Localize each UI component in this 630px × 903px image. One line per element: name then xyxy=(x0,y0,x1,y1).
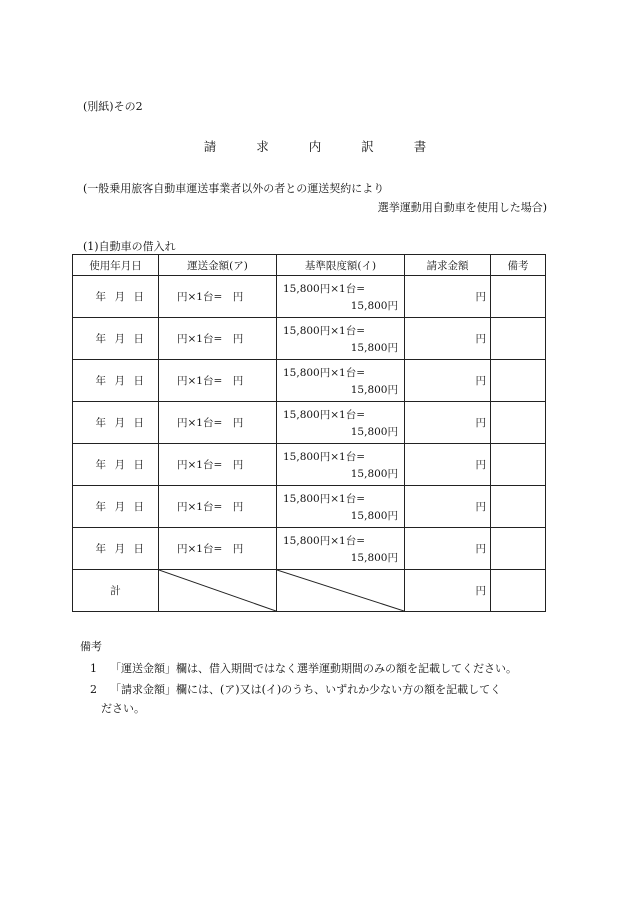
note-number: 1 xyxy=(90,662,97,675)
limit-amount-cell: 15,800円×1台= 15,800円 xyxy=(277,444,405,486)
claim-amount-cell[interactable]: 円 xyxy=(405,528,491,570)
remarks-cell[interactable] xyxy=(491,402,546,444)
table-row xyxy=(73,402,546,444)
section-heading: (1)自動車の借入れ xyxy=(83,240,176,253)
total-row xyxy=(73,570,546,612)
title-char: 訳 xyxy=(361,139,374,154)
note-number: 2 xyxy=(90,683,97,696)
note-text: 「請求金額」欄には、(ア)又は(イ)のうち、いずれか少ない方の額を記載してく xyxy=(110,683,502,696)
claim-amount-cell[interactable]: 円 xyxy=(405,402,491,444)
date-cell[interactable]: 年 月 日 xyxy=(73,486,159,528)
date-cell[interactable]: 年 月 日 xyxy=(73,402,159,444)
note-text: 「運送金額」欄は、借入期間ではなく選挙運動期間のみの額を記載してください。 xyxy=(110,662,517,675)
remarks-cell[interactable] xyxy=(491,486,546,528)
remarks-cell[interactable] xyxy=(491,444,546,486)
claim-amount-cell[interactable]: 円 xyxy=(405,486,491,528)
remarks-cell[interactable] xyxy=(491,276,546,318)
limit-amount-cell: 15,800円×1台= 15,800円 xyxy=(277,360,405,402)
note-item xyxy=(90,681,501,697)
document-title xyxy=(0,137,630,155)
note-item xyxy=(90,660,517,676)
table-row xyxy=(73,360,546,402)
limit-amount-cell: 15,800円×1台= 15,800円 xyxy=(277,402,405,444)
table-row xyxy=(73,276,546,318)
date-cell[interactable]: 年 月 日 xyxy=(73,528,159,570)
title-char: 求 xyxy=(256,139,269,154)
title-char: 請 xyxy=(203,139,217,154)
total-claim-amount-cell[interactable]: 円 xyxy=(405,570,491,612)
transport-amount-cell[interactable]: 円×1台= 円 xyxy=(159,360,277,402)
table-row xyxy=(73,486,546,528)
claim-amount-cell[interactable]: 円 xyxy=(405,360,491,402)
date-cell[interactable]: 年 月 日 xyxy=(73,318,159,360)
date-cell[interactable]: 年 月 日 xyxy=(73,444,159,486)
table-row xyxy=(73,528,546,570)
subtitle-line-1: (一般乗用旅客自動車運送事業者以外の者との運送契約により xyxy=(83,182,385,195)
table-row xyxy=(73,444,546,486)
transport-amount-cell[interactable]: 円×1台= 円 xyxy=(159,276,277,318)
claim-amount-cell[interactable]: 円 xyxy=(405,318,491,360)
header-remarks: 備考 xyxy=(491,255,546,276)
transport-amount-cell[interactable]: 円×1台= 円 xyxy=(159,444,277,486)
total-transport-blank xyxy=(159,570,277,612)
form-number-label: (別紙)その2 xyxy=(83,100,143,113)
total-limit-blank xyxy=(277,570,405,612)
transport-amount-cell[interactable]: 円×1台= 円 xyxy=(159,528,277,570)
total-remarks-cell[interactable] xyxy=(491,570,546,612)
diagonal-strike xyxy=(277,570,404,611)
header-date: 使用年月日 xyxy=(73,255,159,276)
limit-amount-cell: 15,800円×1台= 15,800円 xyxy=(277,318,405,360)
header-transport-amount: 運送金額(ア) xyxy=(159,255,277,276)
note-text-continued: ださい。 xyxy=(101,702,145,715)
remarks-cell[interactable] xyxy=(491,528,546,570)
remarks-cell[interactable] xyxy=(491,318,546,360)
transport-amount-cell[interactable]: 円×1台= 円 xyxy=(159,318,277,360)
header-claim-amount: 請求金額 xyxy=(405,255,491,276)
header-limit-amount: 基準限度額(イ) xyxy=(277,255,405,276)
limit-amount-cell: 15,800円×1台= 15,800円 xyxy=(277,486,405,528)
claim-amount-cell[interactable]: 円 xyxy=(405,276,491,318)
diagonal-strike xyxy=(159,570,276,611)
notes-heading: 備考 xyxy=(80,640,102,653)
transport-amount-cell[interactable]: 円×1台= 円 xyxy=(159,486,277,528)
title-char: 内 xyxy=(308,139,322,154)
subtitle-line-2: 選挙運動用自動車を使用した場合) xyxy=(377,201,547,214)
limit-amount-cell: 15,800円×1台= 15,800円 xyxy=(277,528,405,570)
transport-amount-cell[interactable]: 円×1台= 円 xyxy=(159,402,277,444)
table-row xyxy=(73,318,546,360)
limit-amount-cell: 15,800円×1台= 15,800円 xyxy=(277,276,405,318)
title-char: 書 xyxy=(413,139,427,154)
claim-amount-cell[interactable]: 円 xyxy=(405,444,491,486)
date-cell[interactable]: 年 月 日 xyxy=(73,276,159,318)
table-header-row xyxy=(73,255,546,276)
date-cell[interactable]: 年 月 日 xyxy=(73,360,159,402)
claim-breakdown-table xyxy=(72,254,546,612)
total-label: 計 xyxy=(73,570,159,612)
remarks-cell[interactable] xyxy=(491,360,546,402)
